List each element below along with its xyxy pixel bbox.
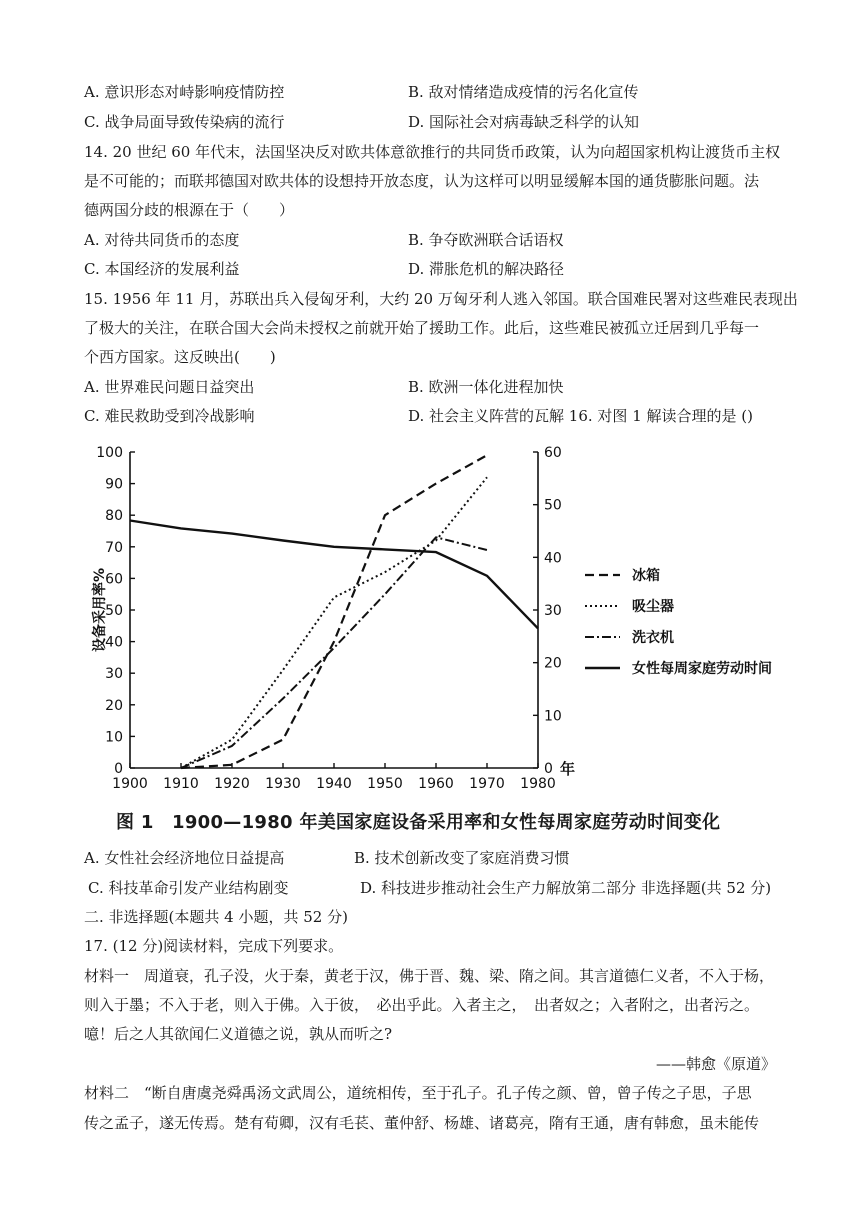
figure-1-chart	[80, 438, 800, 798]
y-tick-label-left: 50	[105, 603, 123, 619]
legend-label-1: 冰箱	[632, 568, 660, 584]
q17-stem: 17. (12 分)阅读材料，完成下列要求。	[84, 937, 344, 955]
y-tick-label-right: 60	[544, 445, 562, 461]
y-tick-label-left: 90	[105, 476, 123, 493]
x-tick-label: 1930	[265, 776, 301, 792]
x-tick-label: 1950	[367, 776, 403, 792]
q15-option-a: A. 世界难民问题日益突出	[84, 378, 255, 396]
y-tick-label-left: 0	[114, 761, 123, 777]
q14-option-d: D. 滞胀危机的解决路径	[408, 260, 565, 278]
q15-stem-line-3: 个西方国家。这反映出( )	[84, 348, 276, 366]
q15-stem-line-1: 15. 1956 年 11 月，苏联出兵入侵匈牙利，大约 20 万匈牙利人逃入邻国。联合国难民署对这些难民表现出	[84, 290, 798, 308]
y-tick-label-right: 0	[544, 761, 553, 777]
q15-option-b: B. 欧洲一体化进程加快	[408, 378, 564, 396]
material-1-line-3: 噫！后之人其欲闻仁义道德之说，孰从而听之?	[84, 1025, 393, 1043]
y-tick-label-right: 20	[544, 655, 562, 672]
q14-option-a: A. 对待共同货币的态度	[84, 231, 240, 249]
q14-option-c: C. 本国经济的发展利益	[84, 260, 240, 278]
y-tick-label-right: 30	[544, 603, 562, 619]
q16-option-d: D. 科技进步推动社会生产力解放第二部分 非选择题(共 52 分)	[360, 879, 772, 897]
material-1-line-2: 则入于墨；不入于老，则入于佛。入于彼， 必出乎此。入者主之， 出者奴之；入者附之，出者污之。	[84, 996, 760, 1014]
y-tick-label-left: 100	[96, 445, 123, 461]
right-axis-unit: 年	[560, 760, 576, 778]
part2-heading: 二. 非选择题(本题共 4 小题，共 52 分)	[84, 908, 348, 926]
y-tick-label-left: 20	[105, 697, 123, 714]
x-tick-label: 1980	[520, 776, 556, 792]
material-2-line-1: 材料二 “断自唐虞尧舜禹汤文武周公，道统相传，至于孔子。孔子传之颜、曾，曾子传之子思，子思	[84, 1084, 752, 1102]
x-tick-label: 1960	[418, 776, 454, 792]
x-tick-label: 1970	[469, 776, 505, 792]
x-tick-label: 1940	[316, 776, 352, 792]
material-2-line-2: 传之孟子，遂无传焉。楚有荀卿，汉有毛苌、董仲舒、杨雄、诸葛亮，隋有王通，唐有韩愈，虽未能传	[84, 1114, 760, 1132]
q13-option-b: B. 敌对情绪造成疫情的污名化宣传	[408, 83, 639, 101]
legend-label-2: 吸尘器	[632, 599, 674, 615]
q14-stem-line-3: 德两国分歧的根源在于（ ）	[84, 201, 295, 219]
x-tick-label: 1920	[214, 776, 250, 792]
q14-stem-line-1: 14. 20 世纪 60 年代末，法国坚决反对欧共体意欲推行的共同货币政策，认为向超国家机构让渡货币主权	[84, 143, 781, 161]
q16-option-a: A. 女性社会经济地位日益提高	[84, 849, 285, 867]
series-line-1	[181, 455, 487, 768]
q13-option-d: D. 国际社会对病毒缺乏科学的认知	[408, 113, 640, 131]
q14-stem-line-2: 是不可能的；而联邦德国对欧共体的设想持开放态度，认为这样可以明显缓解本国的通货膨胀问题。法	[84, 172, 760, 190]
x-tick-label: 1900	[112, 776, 148, 792]
legend-label-3: 洗衣机	[632, 630, 674, 646]
y-tick-label-left: 80	[105, 508, 123, 525]
q16-option-b: B. 技术创新改变了家庭消费习惯	[354, 849, 570, 867]
y-tick-label-left: 30	[105, 666, 123, 683]
q16-option-c: C. 科技革命引发产业结构剧变	[88, 879, 289, 897]
series-line-2	[181, 477, 487, 768]
y-tick-label-right: 40	[544, 550, 562, 567]
y-tick-label-right: 10	[544, 708, 562, 725]
figure-1-caption: 图 1 1900—1980 年美国家庭设备采用率和女性每周家庭劳动时间变化	[116, 812, 721, 833]
q15-option-c: C. 难民救助受到冷战影响	[84, 407, 255, 425]
series-line-4	[130, 521, 538, 629]
q14-option-b: B. 争夺欧洲联合话语权	[408, 231, 564, 249]
y-tick-label-right: 50	[544, 497, 562, 514]
y-tick-label-left: 70	[105, 539, 123, 556]
q15-option-d: D. 社会主义阵营的瓦解 16. 对图 1 解读合理的是 ()	[408, 407, 753, 425]
material-1-line-1: 材料一 周道衰，孔子没，火于秦，黄老于汉，佛于晋、魏、梁、隋之间。其言道德仁义者，不入于杨，	[84, 967, 775, 985]
series-line-3	[181, 537, 487, 768]
q13-option-a: A. 意识形态对峙影响疫情防控	[84, 83, 285, 101]
material-1-source: ——韩愈《原道》	[655, 1055, 776, 1073]
y-tick-label-left: 10	[105, 729, 123, 746]
y-axis-label: 设备采用率%	[92, 567, 108, 653]
q13-option-c: C. 战争局面导致传染病的流行	[84, 113, 285, 131]
y-tick-label-left: 60	[105, 571, 123, 588]
q15-stem-line-2: 了极大的关注，在联合国大会尚未授权之前就开始了援助工作。此后，这些难民被孤立迁居到几乎每一	[84, 319, 760, 337]
y-tick-label-left: 40	[105, 634, 123, 651]
x-tick-label: 1910	[163, 776, 199, 792]
legend-label-4: 女性每周家庭劳动时间	[632, 661, 772, 677]
